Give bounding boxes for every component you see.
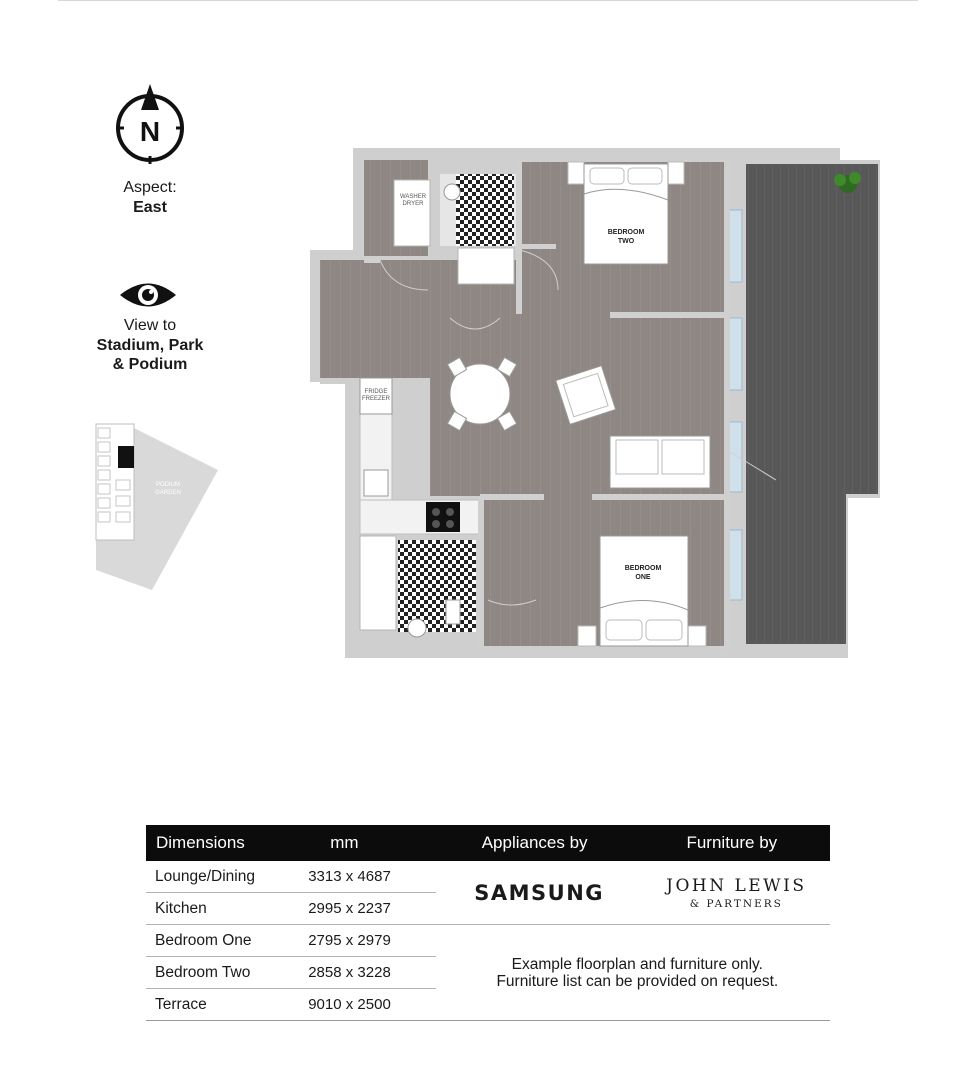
room-dimension: 2795 x 2979 bbox=[308, 925, 435, 957]
john-lewis-partners: & PARTNERS bbox=[689, 897, 783, 910]
furniture-brand-cell bbox=[634, 861, 830, 925]
wc bbox=[446, 600, 460, 624]
room-dimension: 2858 x 3228 bbox=[308, 957, 435, 989]
washer-label-line1: WASHER bbox=[399, 194, 427, 200]
header-mm: mm bbox=[308, 825, 435, 861]
hob bbox=[426, 502, 460, 532]
table-header-row bbox=[146, 825, 830, 861]
room-dimension: 9010 x 2500 bbox=[308, 989, 435, 1021]
header-dimensions: Dimensions bbox=[146, 825, 308, 861]
bedroom-one-label-line1: BEDROOM bbox=[624, 565, 662, 572]
eye-icon bbox=[118, 278, 178, 312]
shower-tray bbox=[458, 248, 514, 284]
room-name: Terrace bbox=[146, 989, 308, 1021]
table-row bbox=[146, 925, 830, 957]
kitchen-sink bbox=[364, 470, 388, 496]
main-bathroom bbox=[398, 540, 476, 632]
view-block bbox=[80, 316, 220, 374]
bedroom-two-bed bbox=[568, 162, 684, 264]
table-row bbox=[146, 861, 830, 893]
bedroom-two-label-line2: TWO bbox=[617, 238, 635, 245]
washbasin bbox=[444, 184, 460, 200]
room-name: Kitchen bbox=[146, 893, 308, 925]
keyplan-label-line1: PODIUM bbox=[156, 482, 180, 488]
samsung-logo: SAMSUNG bbox=[474, 880, 605, 905]
room-name: Bedroom One bbox=[146, 925, 308, 957]
note-line2: Furniture list can be provided on request. bbox=[496, 972, 779, 990]
room-dimension: 3313 x 4687 bbox=[308, 861, 435, 893]
building-key-plan bbox=[92, 420, 222, 595]
dimensions-table bbox=[146, 825, 830, 1021]
bedroom-two-label-line1: BEDROOM bbox=[607, 229, 645, 236]
note-line1: Example floorplan and furniture only. bbox=[511, 955, 763, 973]
aspect-block bbox=[80, 178, 220, 217]
john-lewis-logo: JOHN LEWIS bbox=[666, 875, 807, 896]
floorplan bbox=[300, 140, 890, 670]
bathtub bbox=[360, 536, 396, 630]
top-divider bbox=[58, 0, 918, 1]
aspect-value: East bbox=[133, 199, 167, 216]
view-value-line1: Stadium, Park bbox=[96, 337, 204, 354]
keyplan-label-line2: GARDEN bbox=[155, 490, 181, 496]
header-appliances: Appliances by bbox=[436, 825, 634, 861]
terrace-deck bbox=[746, 164, 878, 494]
room-name: Bedroom Two bbox=[146, 957, 308, 989]
view-value-line2: & Podium bbox=[112, 356, 188, 373]
utility-cupboard bbox=[394, 180, 430, 246]
aspect-label: Aspect: bbox=[123, 179, 177, 196]
header-furniture: Furniture by bbox=[634, 825, 830, 861]
washer-label-line2: DRYER bbox=[402, 201, 424, 207]
unit-location-marker bbox=[118, 446, 134, 468]
fridge-label-line2: FREEZER bbox=[361, 396, 391, 402]
bedroom-one-label-line2: ONE bbox=[635, 574, 651, 581]
view-label: View to bbox=[123, 317, 177, 334]
north-compass-icon bbox=[112, 84, 188, 166]
disclaimer-note bbox=[436, 925, 830, 1021]
compass-letter: N bbox=[139, 116, 161, 147]
sofa bbox=[610, 436, 710, 488]
fridge-label-line1: FRIDGE bbox=[364, 389, 388, 395]
room-dimension: 2995 x 2237 bbox=[308, 893, 435, 925]
dining-table bbox=[447, 357, 516, 430]
appliances-brand-cell bbox=[436, 861, 634, 925]
room-name: Lounge/Dining bbox=[146, 861, 308, 893]
